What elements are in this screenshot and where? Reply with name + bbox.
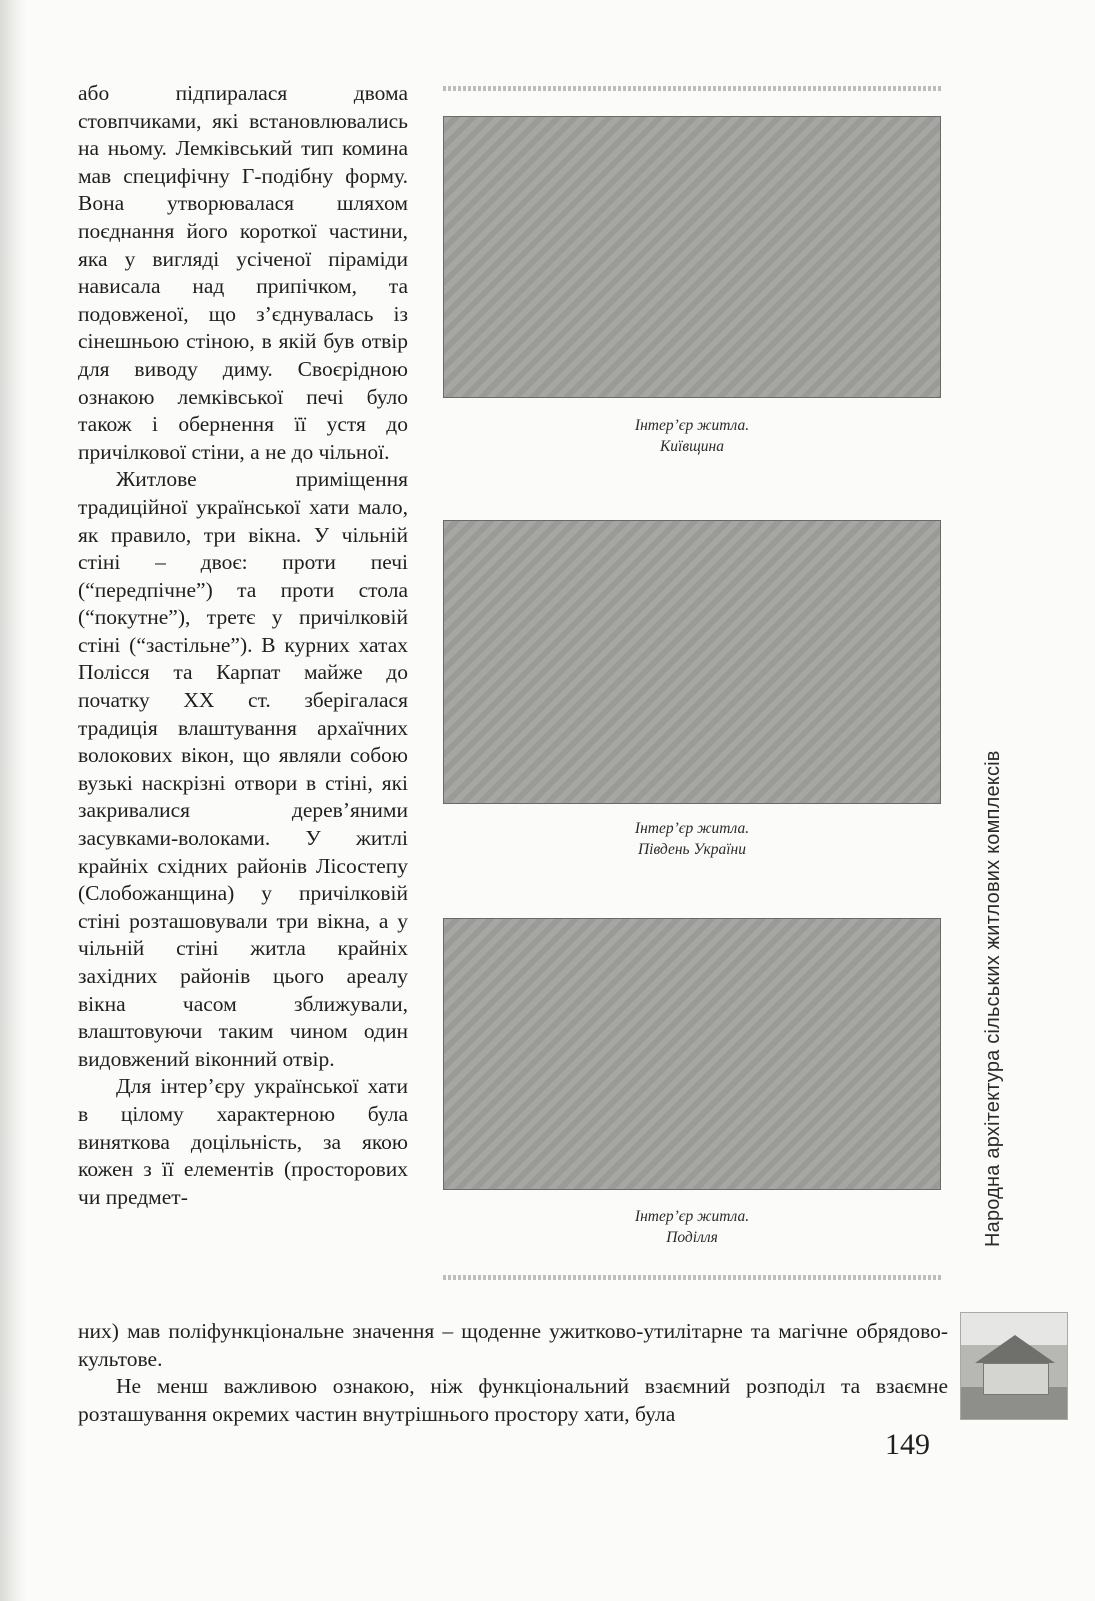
caption-line: Поділля <box>666 1229 718 1246</box>
figure-image-south-ukraine <box>443 520 941 804</box>
section-thumbnail-house-image <box>960 1312 1068 1420</box>
caption-line: Інтер’єр житла. <box>634 820 750 837</box>
paragraph: Для інтер’єру української хати в цілому характерною була виняткова доцільність, за якою кожен з її елементів (просторових чи предмет- <box>78 1074 408 1209</box>
caption-line: Інтер’єр житла. <box>634 417 750 434</box>
paragraph: них) мав поліфункціональне значення – щоденне ужитково-утилітарне та магічне обрядово-культове. <box>78 1319 948 1371</box>
bottom-dotted-rule <box>443 1275 941 1280</box>
full-width-text <box>78 1318 948 1428</box>
figure-caption <box>443 818 941 860</box>
figure-caption <box>443 1206 941 1248</box>
book-spine-shadow <box>0 0 26 1601</box>
paragraph: або підпиралася двома стовпчиками, які встановлювались на ньому. Лемківський тип комина мав специфічну Г-подібну форму. Вона утворювалася шляхом поєднання його короткої частини, яка у вигляді усіченої піраміди нависала над припічком, та подовженої, що з’єднувалась із сінешньою стіною, в якій був отвір для виводу диму. Своєрідною ознакою лемківської печі було також і обернення її устя до причілкової стіни, а не до чільної. <box>78 81 408 464</box>
left-text-column <box>78 80 408 1211</box>
caption-line: Південь України <box>637 841 746 858</box>
house-roof-shape <box>975 1335 1055 1363</box>
page-number: 149 <box>885 1428 930 1461</box>
figure-image-podillia <box>443 918 941 1190</box>
figure-caption <box>443 415 941 457</box>
running-section-title: Народна архітектура сільських житлових комплексів <box>982 750 1004 1247</box>
top-dotted-rule <box>443 86 941 91</box>
paragraph: Житлове приміщення традиційної української хати мало, як правило, три вікна. У чільній стіні – двоє: проти печі (“передпічне”) та проти стола (“покутне”), третє у причілковій стіні (“застільне”). В курних хатах Полісся та Карпат майже до початку XX ст. зберігалася традиція влаштування архаїчних волокових вікон, що являли собою вузькі наскрізні отвори в стіні, які закривалися дерев’яними засувками-волоками. У житлі крайніх східних районів Лісостепу (Слобожанщина) у причілковій стіні розташовували три вікна, а у чільній стіні житла крайніх західних районів цього ареалу вікна часом зближували, влаштовуючи таким чином один видовжений віконний отвір. <box>78 467 408 1071</box>
figure-image-kyivshchyna <box>443 116 941 398</box>
house-wall-shape <box>983 1363 1049 1395</box>
caption-line: Київщина <box>660 438 724 455</box>
paragraph: Не менш важливою ознакою, ніж функціональний взаємний розподіл та взаємне розташування окремих частин внутрішнього простору хати, була <box>78 1374 948 1426</box>
caption-line: Інтер’єр житла. <box>634 1208 750 1225</box>
